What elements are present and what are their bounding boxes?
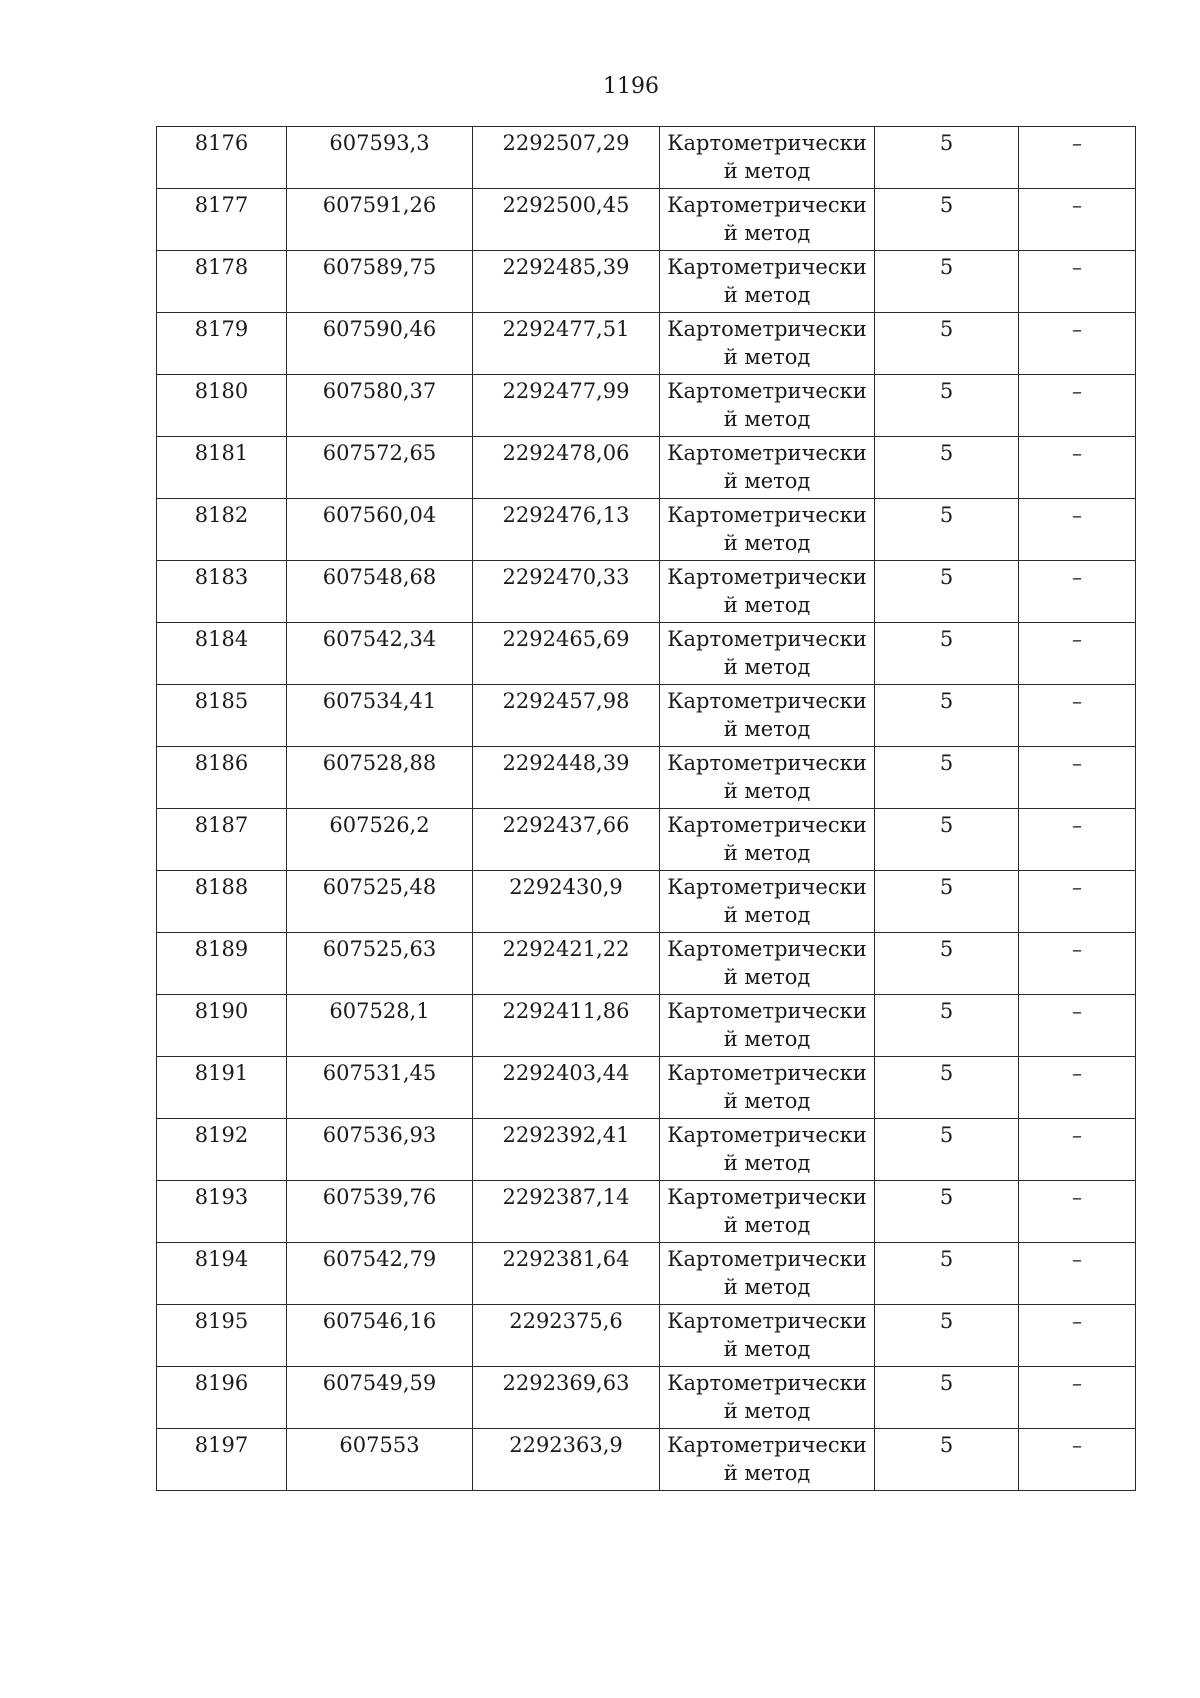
y-coordinate-cell: 2292369,63 <box>473 1367 660 1429</box>
method-cell: Картометрически й метод <box>660 685 875 747</box>
x-coordinate-cell: 607546,16 <box>287 1305 473 1367</box>
table-row <box>157 127 1136 189</box>
x-coordinate-cell: 607539,76 <box>287 1181 473 1243</box>
table-row <box>157 933 1136 995</box>
y-coordinate-cell: 2292392,41 <box>473 1119 660 1181</box>
precision-cell: 5 <box>875 1057 1019 1119</box>
x-coordinate-cell: 607525,48 <box>287 871 473 933</box>
table-row <box>157 871 1136 933</box>
precision-cell: 5 <box>875 995 1019 1057</box>
coordinates-table <box>156 126 1136 1491</box>
precision-cell: 5 <box>875 375 1019 437</box>
method-cell: Картометрически й метод <box>660 561 875 623</box>
note-cell: – <box>1019 189 1136 251</box>
x-coordinate-cell: 607534,41 <box>287 685 473 747</box>
x-coordinate-cell: 607525,63 <box>287 933 473 995</box>
point-number-cell: 8184 <box>157 623 287 685</box>
table-row <box>157 1367 1136 1429</box>
table-row <box>157 251 1136 313</box>
note-cell: – <box>1019 1181 1136 1243</box>
note-cell: – <box>1019 127 1136 189</box>
method-cell: Картометрически й метод <box>660 1119 875 1181</box>
table-row <box>157 375 1136 437</box>
y-coordinate-cell: 2292430,9 <box>473 871 660 933</box>
method-cell: Картометрически й метод <box>660 1367 875 1429</box>
table-row <box>157 561 1136 623</box>
method-cell: Картометрически й метод <box>660 499 875 561</box>
y-coordinate-cell: 2292457,98 <box>473 685 660 747</box>
point-number-cell: 8176 <box>157 127 287 189</box>
point-number-cell: 8193 <box>157 1181 287 1243</box>
table-row <box>157 685 1136 747</box>
x-coordinate-cell: 607528,88 <box>287 747 473 809</box>
table-row <box>157 623 1136 685</box>
x-coordinate-cell: 607526,2 <box>287 809 473 871</box>
note-cell: – <box>1019 375 1136 437</box>
note-cell: – <box>1019 1429 1136 1491</box>
y-coordinate-cell: 2292403,44 <box>473 1057 660 1119</box>
point-number-cell: 8189 <box>157 933 287 995</box>
x-coordinate-cell: 607560,04 <box>287 499 473 561</box>
y-coordinate-cell: 2292363,9 <box>473 1429 660 1491</box>
table-row <box>157 995 1136 1057</box>
point-number-cell: 8191 <box>157 1057 287 1119</box>
method-cell: Картометрически й метод <box>660 623 875 685</box>
table-row <box>157 313 1136 375</box>
y-coordinate-cell: 2292375,6 <box>473 1305 660 1367</box>
precision-cell: 5 <box>875 127 1019 189</box>
table-row <box>157 1243 1136 1305</box>
point-number-cell: 8182 <box>157 499 287 561</box>
precision-cell: 5 <box>875 561 1019 623</box>
y-coordinate-cell: 2292470,33 <box>473 561 660 623</box>
precision-cell: 5 <box>875 871 1019 933</box>
x-coordinate-cell: 607531,45 <box>287 1057 473 1119</box>
y-coordinate-cell: 2292387,14 <box>473 1181 660 1243</box>
y-coordinate-cell: 2292421,22 <box>473 933 660 995</box>
point-number-cell: 8192 <box>157 1119 287 1181</box>
y-coordinate-cell: 2292500,45 <box>473 189 660 251</box>
x-coordinate-cell: 607542,34 <box>287 623 473 685</box>
y-coordinate-cell: 2292437,66 <box>473 809 660 871</box>
method-cell: Картометрически й метод <box>660 809 875 871</box>
y-coordinate-cell: 2292465,69 <box>473 623 660 685</box>
note-cell: – <box>1019 1367 1136 1429</box>
method-cell: Картометрически й метод <box>660 871 875 933</box>
note-cell: – <box>1019 809 1136 871</box>
table-row <box>157 437 1136 499</box>
x-coordinate-cell: 607590,46 <box>287 313 473 375</box>
note-cell: – <box>1019 313 1136 375</box>
note-cell: – <box>1019 561 1136 623</box>
y-coordinate-cell: 2292411,86 <box>473 995 660 1057</box>
table-row <box>157 1057 1136 1119</box>
precision-cell: 5 <box>875 623 1019 685</box>
method-cell: Картометрически й метод <box>660 127 875 189</box>
precision-cell: 5 <box>875 1243 1019 1305</box>
method-cell: Картометрически й метод <box>660 747 875 809</box>
method-cell: Картометрически й метод <box>660 1181 875 1243</box>
note-cell: – <box>1019 871 1136 933</box>
method-cell: Картометрически й метод <box>660 1057 875 1119</box>
point-number-cell: 8187 <box>157 809 287 871</box>
table-row <box>157 1305 1136 1367</box>
precision-cell: 5 <box>875 809 1019 871</box>
x-coordinate-cell: 607548,68 <box>287 561 473 623</box>
table-row <box>157 1429 1136 1491</box>
method-cell: Картометрически й метод <box>660 1305 875 1367</box>
precision-cell: 5 <box>875 933 1019 995</box>
note-cell: – <box>1019 1243 1136 1305</box>
table-row <box>157 499 1136 561</box>
method-cell: Картометрически й метод <box>660 313 875 375</box>
precision-cell: 5 <box>875 189 1019 251</box>
y-coordinate-cell: 2292476,13 <box>473 499 660 561</box>
note-cell: – <box>1019 933 1136 995</box>
method-cell: Картометрически й метод <box>660 375 875 437</box>
note-cell: – <box>1019 623 1136 685</box>
method-cell: Картометрически й метод <box>660 251 875 313</box>
x-coordinate-cell: 607591,26 <box>287 189 473 251</box>
method-cell: Картометрически й метод <box>660 1429 875 1491</box>
x-coordinate-cell: 607553 <box>287 1429 473 1491</box>
note-cell: – <box>1019 685 1136 747</box>
point-number-cell: 8177 <box>157 189 287 251</box>
precision-cell: 5 <box>875 1429 1019 1491</box>
point-number-cell: 8185 <box>157 685 287 747</box>
precision-cell: 5 <box>875 1367 1019 1429</box>
point-number-cell: 8180 <box>157 375 287 437</box>
precision-cell: 5 <box>875 313 1019 375</box>
note-cell: – <box>1019 1057 1136 1119</box>
method-cell: Картометрически й метод <box>660 933 875 995</box>
x-coordinate-cell: 607593,3 <box>287 127 473 189</box>
point-number-cell: 8194 <box>157 1243 287 1305</box>
x-coordinate-cell: 607549,59 <box>287 1367 473 1429</box>
precision-cell: 5 <box>875 685 1019 747</box>
table-row <box>157 809 1136 871</box>
x-coordinate-cell: 607536,93 <box>287 1119 473 1181</box>
point-number-cell: 8179 <box>157 313 287 375</box>
precision-cell: 5 <box>875 1181 1019 1243</box>
precision-cell: 5 <box>875 747 1019 809</box>
x-coordinate-cell: 607572,65 <box>287 437 473 499</box>
x-coordinate-cell: 607580,37 <box>287 375 473 437</box>
coordinates-table-body <box>157 127 1136 1491</box>
note-cell: – <box>1019 499 1136 561</box>
y-coordinate-cell: 2292381,64 <box>473 1243 660 1305</box>
note-cell: – <box>1019 747 1136 809</box>
precision-cell: 5 <box>875 437 1019 499</box>
precision-cell: 5 <box>875 499 1019 561</box>
method-cell: Картометрически й метод <box>660 189 875 251</box>
note-cell: – <box>1019 1305 1136 1367</box>
table-row <box>157 1119 1136 1181</box>
note-cell: – <box>1019 995 1136 1057</box>
point-number-cell: 8183 <box>157 561 287 623</box>
y-coordinate-cell: 2292448,39 <box>473 747 660 809</box>
table-row <box>157 189 1136 251</box>
note-cell: – <box>1019 251 1136 313</box>
y-coordinate-cell: 2292478,06 <box>473 437 660 499</box>
table-row <box>157 747 1136 809</box>
y-coordinate-cell: 2292485,39 <box>473 251 660 313</box>
precision-cell: 5 <box>875 1119 1019 1181</box>
point-number-cell: 8197 <box>157 1429 287 1491</box>
method-cell: Картометрически й метод <box>660 1243 875 1305</box>
point-number-cell: 8195 <box>157 1305 287 1367</box>
point-number-cell: 8188 <box>157 871 287 933</box>
method-cell: Картометрически й метод <box>660 995 875 1057</box>
x-coordinate-cell: 607542,79 <box>287 1243 473 1305</box>
note-cell: – <box>1019 437 1136 499</box>
y-coordinate-cell: 2292477,51 <box>473 313 660 375</box>
page-number: 1196 <box>603 74 659 99</box>
table-row <box>157 1181 1136 1243</box>
point-number-cell: 8190 <box>157 995 287 1057</box>
y-coordinate-cell: 2292477,99 <box>473 375 660 437</box>
point-number-cell: 8186 <box>157 747 287 809</box>
x-coordinate-cell: 607528,1 <box>287 995 473 1057</box>
precision-cell: 5 <box>875 1305 1019 1367</box>
method-cell: Картометрически й метод <box>660 437 875 499</box>
point-number-cell: 8178 <box>157 251 287 313</box>
point-number-cell: 8196 <box>157 1367 287 1429</box>
y-coordinate-cell: 2292507,29 <box>473 127 660 189</box>
x-coordinate-cell: 607589,75 <box>287 251 473 313</box>
note-cell: – <box>1019 1119 1136 1181</box>
precision-cell: 5 <box>875 251 1019 313</box>
point-number-cell: 8181 <box>157 437 287 499</box>
